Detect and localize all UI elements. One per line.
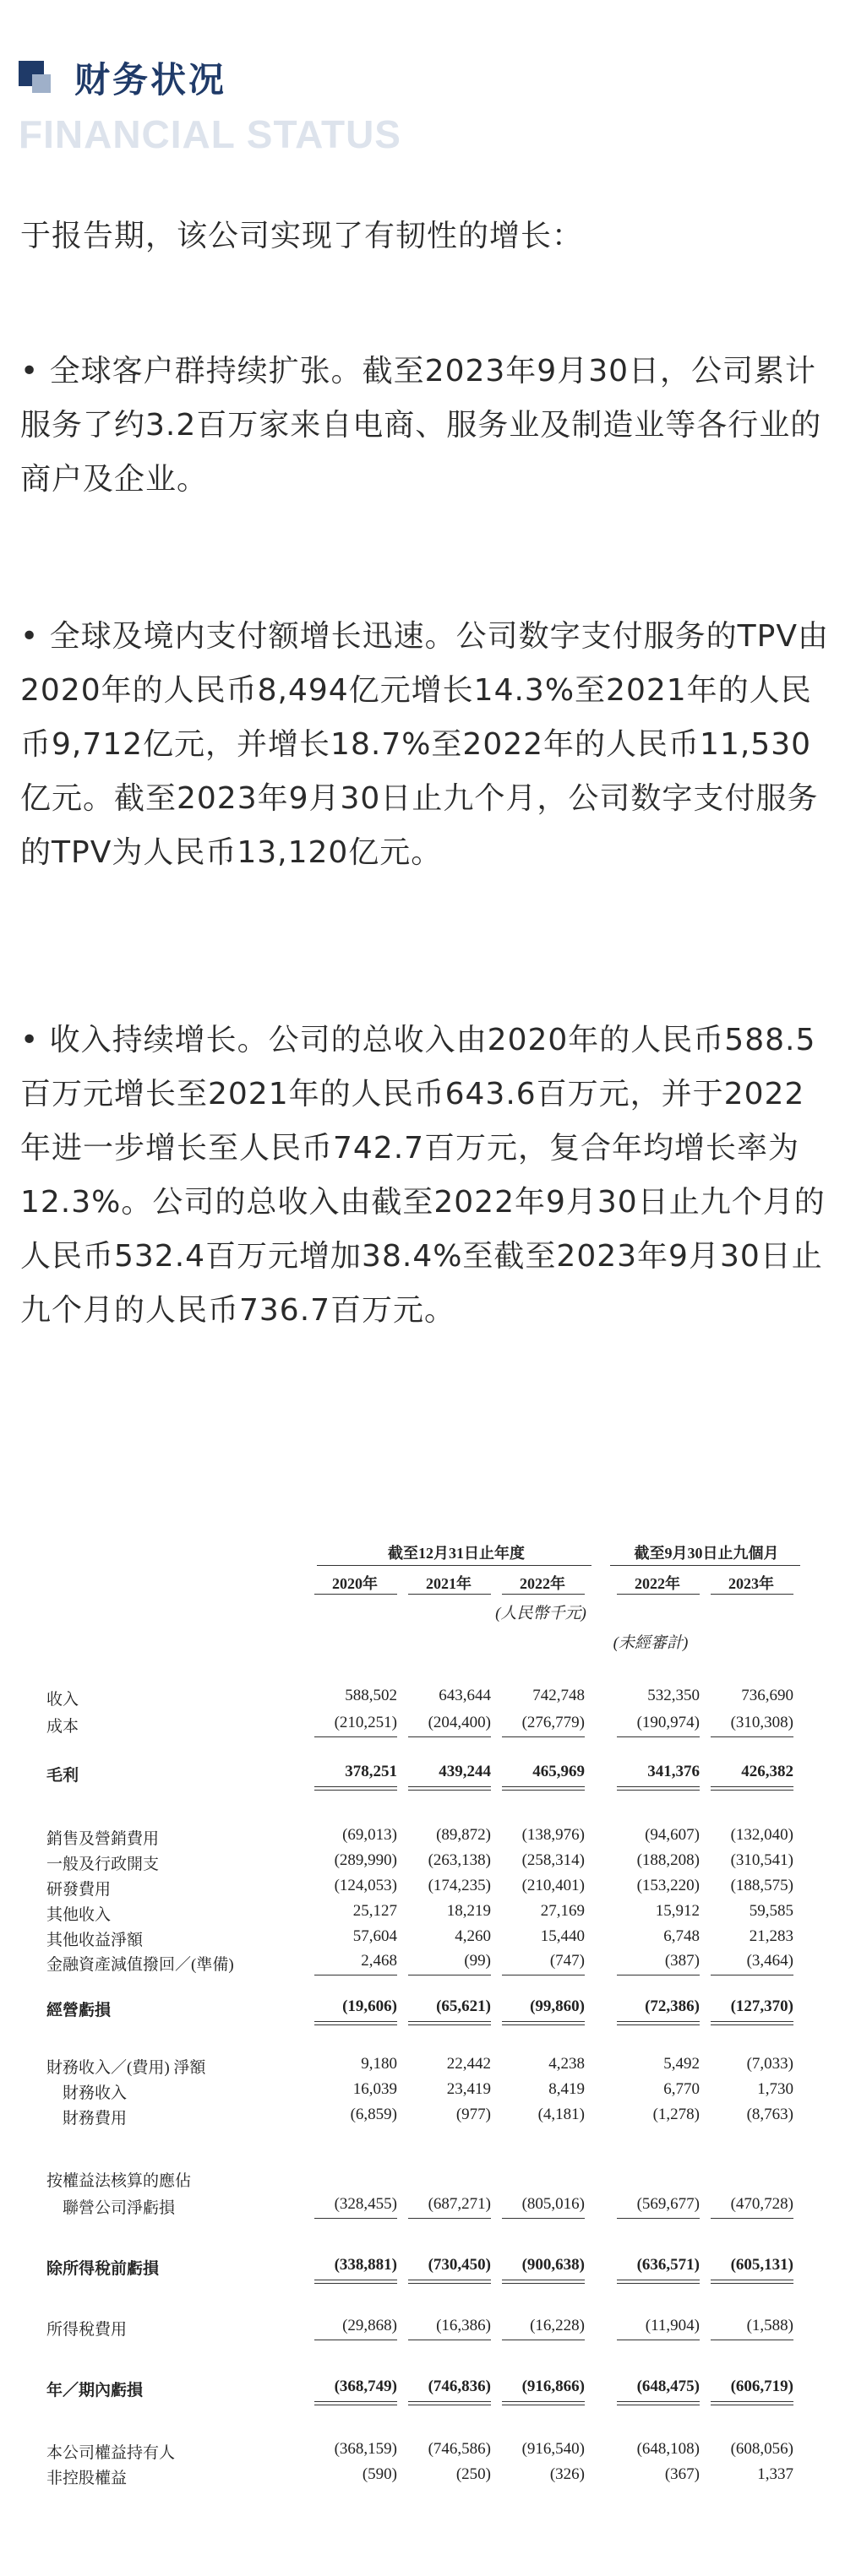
double-rule bbox=[314, 2283, 397, 2284]
table-cell: 341,376 bbox=[647, 1763, 700, 1780]
row-label: 其他收入 bbox=[46, 1906, 112, 1924]
table-cell: 736,690 bbox=[741, 1687, 793, 1704]
column-header-rule bbox=[617, 1594, 700, 1595]
single-rule bbox=[617, 2218, 700, 2219]
row-label: 財務收入／(費用) 淨額 bbox=[46, 2059, 206, 2077]
table-cell: 588,502 bbox=[345, 1687, 397, 1704]
table-cell: (368,749) bbox=[334, 2378, 397, 2395]
table-cell: (6,859) bbox=[350, 2106, 397, 2123]
table-cell: (153,220) bbox=[636, 1877, 700, 1894]
table-cell: (99,860) bbox=[530, 1997, 585, 2015]
double-rule bbox=[711, 2401, 793, 2402]
column-header-rule bbox=[408, 1594, 491, 1595]
double-rule bbox=[314, 2024, 397, 2025]
group-year-rule bbox=[317, 1565, 592, 1566]
double-rule bbox=[711, 1786, 793, 1787]
column-header-rule bbox=[502, 1594, 585, 1595]
table-cell: 439,244 bbox=[439, 1763, 491, 1780]
table-cell: (250) bbox=[455, 2465, 491, 2483]
row-label: 毛利 bbox=[46, 1767, 79, 1785]
table-cell: (89,872) bbox=[436, 1826, 491, 1844]
table-cell: 1,337 bbox=[757, 2465, 793, 2483]
table-cell: (29,868) bbox=[342, 2317, 397, 2334]
unit-note: (人民幣千元) bbox=[495, 1605, 586, 1622]
bullet-payment-volume: • 全球及境内支付额增长迅速。公司数字支付服务的TPV由2020年的人民币8,494亿元增长14.3%至2021年的人民币9,712亿元，并增长18.7%至2022年的人民币11,530亿元。截至2023年9月30日止九个月，公司数字支付服务的TPV为人民币13,120亿元。 bbox=[20, 619, 830, 870]
column-header: 2021年 bbox=[426, 1575, 472, 1592]
table-cell: (7,033) bbox=[746, 2055, 793, 2073]
table-cell: 4,238 bbox=[548, 2055, 585, 2073]
double-rule bbox=[711, 2021, 793, 2022]
row-label: 成本 bbox=[46, 1718, 79, 1736]
table-cell: 23,419 bbox=[446, 2080, 491, 2098]
table-cell: (746,836) bbox=[428, 2378, 491, 2395]
table-cell: (636,571) bbox=[636, 2256, 700, 2274]
table-cell: (328,455) bbox=[334, 2195, 397, 2213]
single-rule bbox=[408, 1736, 491, 1737]
double-rule bbox=[408, 1786, 491, 1787]
double-rule bbox=[408, 1790, 491, 1791]
row-label: 財務費用 bbox=[63, 2110, 128, 2128]
table-cell: (276,779) bbox=[521, 1714, 585, 1731]
table-cell: (263,138) bbox=[428, 1851, 491, 1869]
table-cell: 22,442 bbox=[446, 2055, 491, 2073]
table-cell: 5,492 bbox=[663, 2055, 700, 2073]
table-cell: (204,400) bbox=[428, 1714, 491, 1731]
table-cell: (900,638) bbox=[521, 2256, 585, 2274]
unaudited-note: (未經審計) bbox=[613, 1634, 689, 1652]
table-cell: (916,866) bbox=[521, 2378, 585, 2395]
table-cell: (188,575) bbox=[730, 1877, 793, 1894]
column-header: 2020年 bbox=[332, 1575, 378, 1592]
table-cell: (747) bbox=[549, 1952, 585, 1970]
table-cell: 1,730 bbox=[757, 2080, 793, 2098]
table-cell: (648,475) bbox=[636, 2378, 700, 2395]
table-cell: (387) bbox=[664, 1952, 700, 1970]
table-cell: (916,540) bbox=[521, 2440, 585, 2458]
table-cell: (310,541) bbox=[730, 1851, 793, 1869]
row-label: 研發費用 bbox=[46, 1881, 112, 1899]
table-cell: (8,763) bbox=[746, 2106, 793, 2123]
double-rule bbox=[314, 1790, 397, 1791]
row-label: 財務收入 bbox=[63, 2084, 128, 2102]
table-cell: 643,644 bbox=[439, 1687, 491, 1704]
double-rule bbox=[408, 2024, 491, 2025]
single-rule bbox=[502, 2218, 585, 2219]
column-header-rule bbox=[314, 1594, 397, 1595]
column-header-rule bbox=[711, 1594, 793, 1595]
table-cell: 57,604 bbox=[352, 1927, 397, 1945]
table-cell: (367) bbox=[664, 2465, 700, 2483]
group-nine-rule bbox=[610, 1565, 800, 1566]
single-rule bbox=[617, 1736, 700, 1737]
table-cell: (11,904) bbox=[645, 2317, 700, 2334]
section-subtitle-en: FINANCIAL STATUS bbox=[19, 112, 401, 156]
table-cell: (310,308) bbox=[730, 1714, 793, 1731]
table-cell: (648,108) bbox=[636, 2440, 700, 2458]
double-rule bbox=[617, 2283, 700, 2284]
table-cell: 8,419 bbox=[548, 2080, 585, 2098]
table-cell: (69,013) bbox=[342, 1826, 397, 1844]
double-rule bbox=[502, 2401, 585, 2402]
table-cell: 9,180 bbox=[361, 2055, 397, 2073]
column-header: 2023年 bbox=[728, 1575, 774, 1592]
table-cell: (687,271) bbox=[428, 2195, 491, 2213]
double-rule bbox=[408, 2021, 491, 2022]
table-cell: 21,283 bbox=[749, 1927, 793, 1945]
row-label: 年／期內虧損 bbox=[46, 2382, 144, 2399]
table-cell: (3,464) bbox=[746, 1952, 793, 1970]
section-marker-icon bbox=[19, 61, 47, 90]
column-group-year: 截至12月31日止年度 bbox=[388, 1545, 525, 1562]
double-rule bbox=[617, 1790, 700, 1791]
table-cell: (569,677) bbox=[636, 2195, 700, 2213]
table-cell: (127,370) bbox=[730, 1997, 793, 2015]
table-cell: (1,588) bbox=[746, 2317, 793, 2334]
double-rule bbox=[711, 2283, 793, 2284]
double-rule bbox=[408, 2283, 491, 2284]
double-rule bbox=[617, 2024, 700, 2025]
table-cell: 532,350 bbox=[647, 1687, 700, 1704]
table-cell: (258,314) bbox=[521, 1851, 585, 1869]
table-cell: (174,235) bbox=[428, 1877, 491, 1894]
table-cell: (338,881) bbox=[334, 2256, 397, 2274]
table-cell: (608,056) bbox=[730, 2440, 793, 2458]
row-label: 非控股權益 bbox=[46, 2470, 128, 2487]
table-cell: (190,974) bbox=[636, 1714, 700, 1731]
double-rule bbox=[617, 2401, 700, 2402]
table-cell: 59,585 bbox=[749, 1902, 793, 1920]
double-rule bbox=[502, 2021, 585, 2022]
table-cell: (805,016) bbox=[521, 2195, 585, 2213]
table-cell: (470,728) bbox=[730, 2195, 793, 2213]
single-rule bbox=[711, 2218, 793, 2219]
table-cell: 4,260 bbox=[455, 1927, 491, 1945]
row-label: 收入 bbox=[46, 1691, 79, 1709]
table-cell: (72,386) bbox=[645, 1997, 700, 2015]
row-label: 銷售及營銷費用 bbox=[46, 1830, 160, 1848]
double-rule bbox=[711, 1790, 793, 1791]
row-label: 本公司權益持有人 bbox=[46, 2444, 176, 2462]
table-cell: (94,607) bbox=[645, 1826, 700, 1844]
table-cell: (65,621) bbox=[436, 1997, 491, 2015]
row-label: 金融資產減值撥回／(準備) bbox=[46, 1956, 234, 1974]
bullet-customer-base: • 全球客户群持续扩张。截至2023年9月30日，公司累计服务了约3.2百万家来自电商、服务业及制造业等各行业的商户及企业。 bbox=[20, 354, 822, 497]
double-rule bbox=[314, 2401, 397, 2402]
table-cell: (605,131) bbox=[730, 2256, 793, 2274]
table-cell: 465,969 bbox=[532, 1763, 585, 1780]
table-cell: (138,976) bbox=[521, 1826, 585, 1844]
single-rule bbox=[314, 2218, 397, 2219]
double-rule bbox=[711, 2024, 793, 2025]
table-cell: 16,039 bbox=[352, 2080, 397, 2098]
row-label: 一般及行政開支 bbox=[46, 1856, 160, 1873]
row-label: 所得稅費用 bbox=[46, 2321, 128, 2339]
double-rule bbox=[617, 2021, 700, 2022]
table-cell: 742,748 bbox=[532, 1687, 585, 1704]
table-cell: (188,208) bbox=[636, 1851, 700, 1869]
double-rule bbox=[502, 1790, 585, 1791]
row-label: 聯營公司淨虧損 bbox=[63, 2199, 176, 2217]
row-label: 除所得稅前虧損 bbox=[46, 2260, 160, 2278]
table-cell: (124,053) bbox=[334, 1877, 397, 1894]
double-rule bbox=[502, 1786, 585, 1787]
table-cell: 18,219 bbox=[446, 1902, 491, 1920]
single-rule bbox=[314, 1736, 397, 1737]
table-cell: 6,748 bbox=[663, 1927, 700, 1945]
table-cell: (19,606) bbox=[342, 1997, 397, 2015]
column-header: 2022年 bbox=[635, 1575, 680, 1592]
section-title: 财务状况 bbox=[74, 59, 227, 101]
double-rule bbox=[502, 2024, 585, 2025]
table-cell: (1,278) bbox=[652, 2106, 700, 2123]
table-cell: 27,169 bbox=[540, 1902, 585, 1920]
row-label: 經營虧損 bbox=[46, 2002, 112, 2019]
table-cell: (289,990) bbox=[334, 1851, 397, 1869]
table-cell: (368,159) bbox=[334, 2440, 397, 2458]
single-rule bbox=[502, 1736, 585, 1737]
table-cell: 25,127 bbox=[352, 1902, 397, 1920]
table-cell: 15,912 bbox=[655, 1902, 700, 1920]
row-label: 其他收益淨額 bbox=[46, 1932, 144, 1949]
table-cell: 2,468 bbox=[361, 1952, 397, 1970]
table-cell: (590) bbox=[362, 2465, 397, 2483]
table-cell: (730,450) bbox=[428, 2256, 491, 2274]
table-cell: (746,586) bbox=[428, 2440, 491, 2458]
double-rule bbox=[314, 2021, 397, 2022]
table-cell: (99) bbox=[464, 1952, 491, 1970]
column-header: 2022年 bbox=[520, 1575, 565, 1592]
bullet-revenue-growth: • 收入持续增长。公司的总收入由2020年的人民币588.5百万元增长至2021年的人民币643.6百万元，并于2022年进一步增长至人民币742.7百万元，复合年均增长率为12.3%。公司的总收入由截至2022年9月30日止九个月的人民币532.4百万元增加38.4%至截至2023年9月30日止九个月的人民币736.7百万元。 bbox=[20, 1023, 826, 1328]
table-cell: (326) bbox=[549, 2465, 585, 2483]
table-cell: (210,401) bbox=[521, 1877, 585, 1894]
double-rule bbox=[617, 1786, 700, 1787]
double-rule bbox=[314, 1786, 397, 1787]
table-cell: 426,382 bbox=[741, 1763, 793, 1780]
table-cell: (16,386) bbox=[436, 2317, 491, 2334]
table-cell: (606,719) bbox=[730, 2378, 793, 2395]
single-rule bbox=[408, 2218, 491, 2219]
column-group-nine-months: 截至9月30日止九個月 bbox=[634, 1545, 779, 1562]
table-cell: (977) bbox=[455, 2106, 491, 2123]
financial-table bbox=[0, 1541, 845, 2563]
intro-paragraph: 于报告期，该公司实现了有韧性的增长： bbox=[20, 219, 584, 253]
table-cell: 378,251 bbox=[345, 1763, 397, 1780]
single-rule bbox=[711, 1736, 793, 1737]
table-cell: (4,181) bbox=[537, 2106, 585, 2123]
table-cell: (16,228) bbox=[530, 2317, 585, 2334]
table-cell: 15,440 bbox=[540, 1927, 585, 1945]
double-rule bbox=[502, 2283, 585, 2284]
table-cell: 6,770 bbox=[663, 2080, 700, 2098]
row-label: 按權益法核算的應佔 bbox=[46, 2172, 192, 2190]
double-rule bbox=[408, 2401, 491, 2402]
table-cell: (132,040) bbox=[730, 1826, 793, 1844]
table-cell: (210,251) bbox=[334, 1714, 397, 1731]
